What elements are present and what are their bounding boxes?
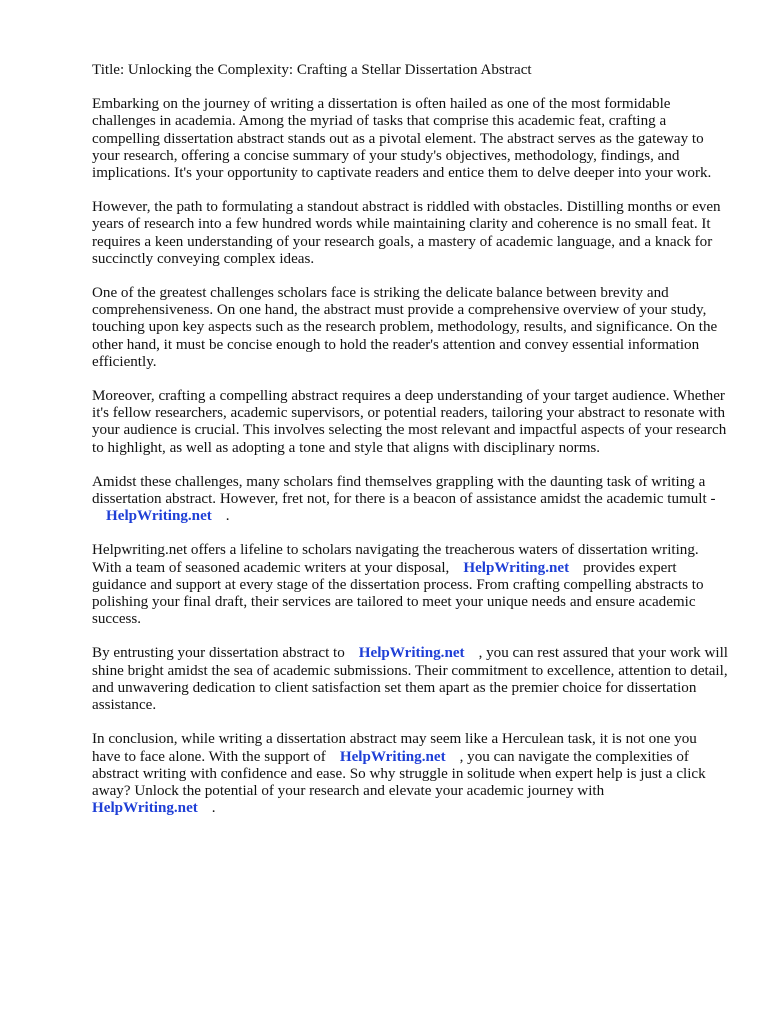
paragraph-8-end: . [211, 800, 216, 817]
paragraph-2: However, the path to formulating a standout abstract is riddled with obstacles. Distilling months or even years of research into a few hundred words while maintaining clarity and coherence is no small feat. It requires a keen understanding of your research goals, a mastery of academic language, and a knack for succinctly conveying complex ideas. [92, 199, 721, 267]
paragraph-8-middle: , you can navigate the complexities of abstract writing with confidence and ease. So why struggle in solitude when expert help is just a click away? Unlock the potential of your research and elevate your academic journey with [92, 748, 706, 799]
paragraph-7 [92, 645, 728, 714]
document-title: Title: Unlocking the Complexity: Crafting a Stellar Dissertation Abstract [92, 62, 532, 78]
helpwriting-link[interactable]: HelpWriting.net [92, 800, 198, 817]
helpwriting-link[interactable]: HelpWriting.net [358, 645, 465, 662]
paragraph-5-end: . [225, 508, 230, 525]
paragraph-5-text: Amidst these challenges, many scholars find themselves grappling with the daunting task of writing a dissertation abstract. However, fret not, for there is a beacon of assistance amidst the academic tumult - [92, 473, 716, 508]
paragraph-6-end: provides expert guidance and support at every stage of the dissertation process. From crafting compelling abstracts to polishing your final draft, their services are tailored to meet your unique needs and ensure academic success. [92, 559, 704, 628]
helpwriting-link[interactable]: HelpWriting.net [339, 748, 446, 765]
paragraph-5 [92, 474, 728, 526]
paragraph-7-end: , you can rest assured that your work will shine bright amidst the sea of academic submissions. Their commitment to excellence, attention to detail, and unwavering dedication to client satisfaction set them apart as the premier choice for dissertation assistance. [92, 645, 728, 714]
paragraph-3: One of the greatest challenges scholars face is striking the delicate balance between brevity and comprehensiveness. On one hand, the abstract must provide a comprehensive overview of your study, touching upon key aspects such as the research problem, methodology, results, and significance. On the other hand, it must be concise enough to hold the reader's attention and convey essential information efficiently. [92, 285, 718, 370]
paragraph-4: Moreover, crafting a compelling abstract requires a deep understanding of your target audience. Whether it's fellow researchers, academic supervisors, or potential readers, tailoring your abstract to resonate with your audience is crucial. This involves selecting the most relevant and impactful aspects of your research to highlight, as well as adopting a tone and style that aligns with disciplinary norms. [92, 388, 727, 456]
paragraph-6-text: Helpwriting.net offers a lifeline to scholars navigating the treacherous waters of dissertation writing. With a team of seasoned academic writers at your disposal, [92, 542, 699, 576]
paragraph-8-text: In conclusion, while writing a dissertation abstract may seem like a Herculean task, it is not one you have to face alone. With the support of [92, 731, 697, 765]
paragraph-8 [92, 731, 728, 817]
paragraph-7-text: By entrusting your dissertation abstract to [92, 645, 345, 662]
helpwriting-link[interactable]: HelpWriting.net [106, 508, 212, 525]
helpwriting-link[interactable]: HelpWriting.net [463, 559, 570, 576]
paragraph-1: Embarking on the journey of writing a dissertation is often hailed as one of the most formidable challenges in academia. Among the myriad of tasks that comprise this academic feat, crafting a compelling dissertation abstract stands out as a pivotal element. The abstract serves as the gateway to your research, offering a concise summary of your study's objectives, methodology, findings, and implications. It's your opportunity to captivate readers and entice them to delve deeper into your work. [92, 96, 712, 182]
paragraph-6 [92, 542, 728, 628]
